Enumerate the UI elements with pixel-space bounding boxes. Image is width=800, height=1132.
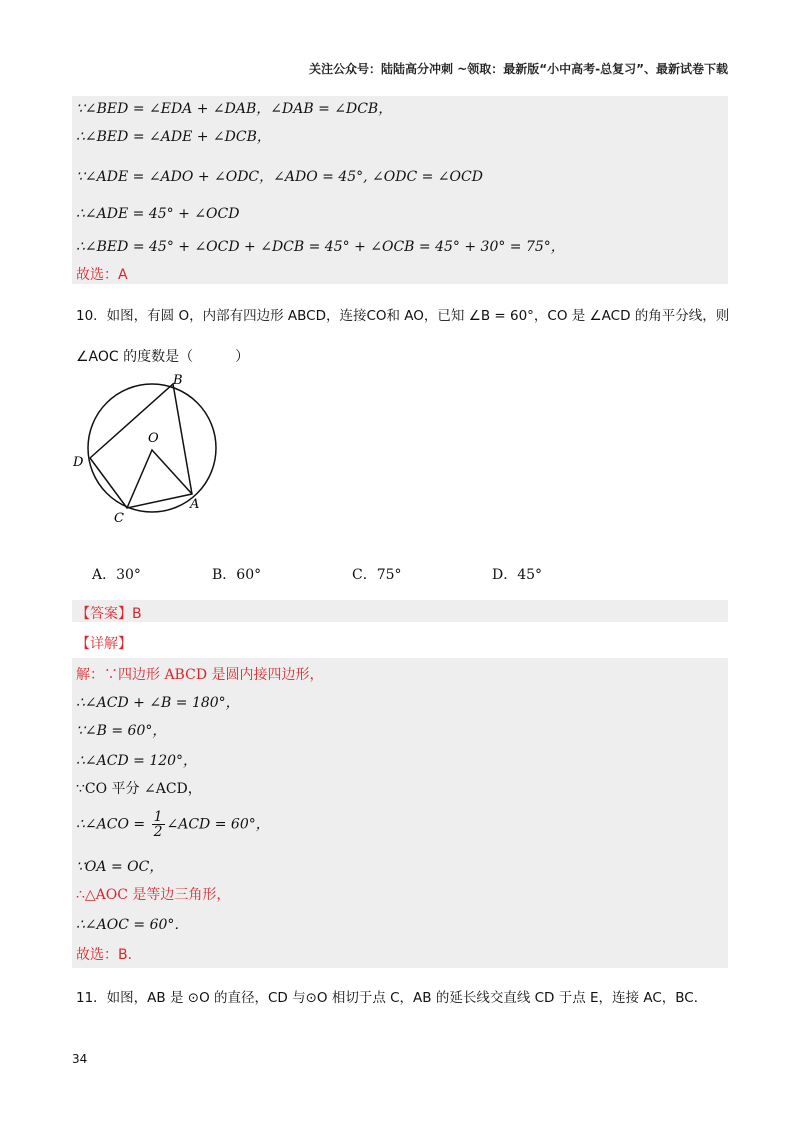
label-o: O — [148, 431, 159, 446]
solution-line-4: ∴∠ACD = 120°， — [76, 753, 198, 769]
solution-line-2: ∴∠ACD + ∠B = 180°， — [76, 695, 240, 711]
segments-co-oa — [127, 450, 192, 508]
label-c: C — [114, 511, 124, 526]
question-10-line-2: ∠AOC 的度数是（ ） — [76, 349, 250, 365]
prev-solution-line-1: ∵∠BED = ∠EDA + ∠DAB，∠DAB = ∠DCB， — [76, 101, 393, 117]
question-11: 11．如图，AB 是 ⊙O 的直径，CD 与⊙O 相切于点 C，AB 的延长线交直线 CD 于点 E，连接 AC，BC． — [76, 990, 708, 1006]
label-d: D — [73, 455, 84, 470]
prev-choice: 故选：A — [76, 267, 128, 283]
prev-solution-line-2: ∴∠BED = ∠ADE + ∠DCB， — [76, 129, 271, 145]
option-d[interactable]: D．45° — [492, 567, 543, 583]
option-c[interactable]: C．75° — [352, 567, 402, 583]
page-number: 34 — [72, 1052, 88, 1066]
label-a: A — [190, 497, 200, 512]
quadrilateral-abcd — [90, 384, 192, 508]
solution-line-5: ∵CO 平分 ∠ACD， — [76, 781, 202, 797]
solution-line-7: ∵OA = OC， — [76, 859, 164, 875]
prev-solution-line-5: ∴∠BED = 45° + ∠OCD + ∠DCB = 45° + ∠OCB = 45° + 30° = 75°， — [76, 239, 565, 255]
solution-line-3: ∵∠B = 60°， — [76, 723, 167, 739]
solution-line-1: 解：∵四边形 ABCD 是圆内接四边形， — [76, 667, 324, 683]
solution-line-8: ∴△AOC 是等边三角形， — [76, 887, 231, 903]
prev-solution-line-3: ∵∠ADE = ∠ADO + ∠ODC，∠ADO = 45°, ∠ODC = ∠OCD — [76, 169, 483, 185]
question-10-line-1: 10．如图，有圆 O，内部有四边形 ABCD，连接CO和 AO，已知 ∠B = 60°，CO 是 ∠ACD 的角平分线，则 — [76, 308, 730, 324]
option-a[interactable]: A．30° — [92, 567, 141, 583]
answer-box — [72, 600, 728, 622]
solution-line-6-lead: ∴∠ACO = — [76, 816, 150, 833]
solution-line-6-rest: ∠ACD = 60°， — [166, 816, 270, 833]
prev-solution-line-4: ∴∠ADE = 45° + ∠OCD — [76, 206, 240, 222]
answer-tag: 【答案】B — [76, 606, 142, 622]
solution-line-6 — [76, 810, 270, 839]
detail-tag: 【详解】 — [76, 636, 132, 652]
label-b: B — [173, 373, 183, 388]
solution-choice: 故选：B． — [76, 947, 142, 963]
solution-line-9: ∴∠AOC = 60°． — [76, 917, 189, 933]
fraction-one-half: $\frac{1}{2}$ — [153, 809, 163, 840]
page-header: 关注公众号：陆陆高分冲刺 ~领取：最新版“小中高考-总复习”、最新试卷下载 — [309, 62, 728, 76]
circle-quadrilateral-figure — [70, 372, 230, 532]
option-b[interactable]: B．60° — [212, 567, 262, 583]
